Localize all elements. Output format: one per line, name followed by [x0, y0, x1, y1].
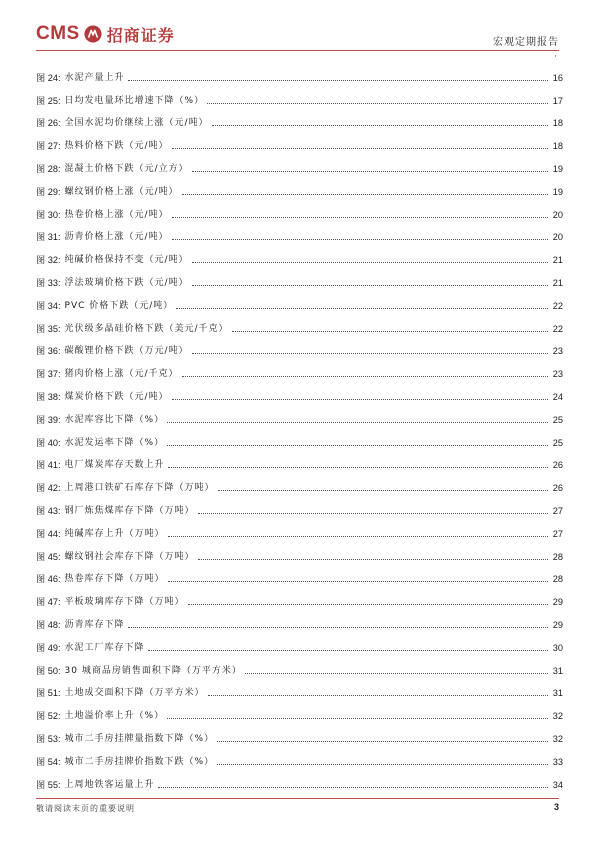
toc-figure-number: 图 49:: [36, 642, 61, 653]
toc-figure-title: 热卷价格上涨（元/吨）: [64, 209, 169, 220]
toc-page-number: 16: [552, 72, 563, 83]
toc-row[interactable]: [36, 608, 563, 631]
toc-page-number: 24: [552, 391, 563, 402]
toc-page-number: 32: [552, 711, 563, 722]
toc-figure-title: 纯碱库存上升（万吨）: [64, 528, 165, 539]
toc-row[interactable]: [36, 677, 563, 700]
toc-dot-leader: [245, 673, 548, 674]
toc-figure-title: 城市二手房挂牌价指数下跌（%）: [64, 756, 215, 767]
toc-page-number: 22: [552, 323, 563, 334]
toc-row[interactable]: [36, 654, 563, 677]
toc-row[interactable]: [36, 61, 563, 84]
toc-figure-number: 图 26:: [36, 118, 61, 129]
toc-figure-title: 沥青库存下降: [64, 619, 125, 630]
toc-figure-title: 浮法玻璃价格下跌（元/吨）: [64, 277, 189, 288]
toc-figure-number: 图 31:: [36, 232, 61, 243]
toc-row[interactable]: [36, 243, 563, 266]
toc-figure-title: 水泥工厂库存下降: [64, 642, 145, 653]
toc-figure-title: PVC 价格下跌（元/吨）: [64, 300, 174, 311]
toc-dot-leader: [198, 513, 548, 514]
toc-row[interactable]: [36, 107, 563, 130]
toc-row[interactable]: [36, 540, 563, 563]
toc-dot-leader: [148, 650, 548, 651]
toc-figure-title: 热卷库存下降（万吨）: [64, 574, 165, 585]
toc-figure-title: 上周地铁客运量上升: [64, 779, 155, 790]
toc-row[interactable]: [36, 152, 563, 175]
footer-disclaimer: 敬请阅读末页的重要说明: [36, 804, 135, 813]
toc-dot-leader: [158, 787, 548, 788]
toc-dot-leader: [192, 285, 548, 286]
toc-dot-leader: [176, 308, 548, 309]
toc-page-number: 29: [552, 597, 563, 608]
toc-dot-leader: [217, 741, 548, 742]
toc-dot-leader: [172, 399, 548, 400]
toc-figure-number: 图 35:: [36, 323, 61, 334]
toc-page-number: 18: [552, 118, 563, 129]
toc-figure-number: 图 40:: [36, 437, 61, 448]
toc-row[interactable]: [36, 745, 563, 768]
corner-mark: ·: [554, 52, 557, 62]
report-type-label: 宏观定期报告: [493, 37, 559, 48]
toc-dot-leader: [167, 422, 548, 423]
toc-row[interactable]: [36, 198, 563, 221]
toc-dot-leader: [168, 536, 548, 537]
toc-page-number: 26: [552, 483, 563, 494]
toc-page-number: 21: [552, 255, 563, 266]
toc-page-number: 29: [552, 619, 563, 630]
toc-figure-number: 图 28:: [36, 163, 61, 174]
toc-dot-leader: [172, 148, 548, 149]
toc-dot-leader: [182, 376, 548, 377]
toc-dot-leader: [128, 80, 548, 81]
toc-row[interactable]: [36, 289, 563, 312]
toc-page-number: 27: [552, 505, 563, 516]
toc-row[interactable]: [36, 768, 563, 791]
toc-figure-number: 图 48:: [36, 619, 61, 630]
toc-row[interactable]: [36, 84, 563, 107]
toc-page-number: 25: [552, 437, 563, 448]
toc-row[interactable]: [36, 517, 563, 540]
toc-figure-number: 图 30:: [36, 209, 61, 220]
toc-page-number: 31: [552, 665, 563, 676]
toc-dot-leader: [188, 604, 548, 605]
toc-figure-title: 土地成交面积下降（万平方米）: [64, 688, 205, 699]
toc-page-number: 21: [552, 277, 563, 288]
toc-row[interactable]: [36, 129, 563, 152]
toc-dot-leader: [208, 695, 548, 696]
toc-figure-number: 图 46:: [36, 574, 61, 585]
toc-dot-leader: [168, 467, 548, 468]
toc-figure-title: 光伏级多晶硅价格下跌（美元/千克）: [64, 323, 229, 334]
toc-figure-number: 图 24:: [36, 72, 61, 83]
toc-figure-number: 图 44:: [36, 528, 61, 539]
toc-row[interactable]: [36, 380, 563, 403]
toc-page-number: 23: [552, 369, 563, 380]
toc-page-number: 30: [552, 642, 563, 653]
page-number: 3: [553, 802, 559, 812]
toc-page-number: 26: [552, 460, 563, 471]
toc-page-number: 27: [552, 528, 563, 539]
toc-page-number: 19: [552, 163, 563, 174]
toc-figure-number: 图 27:: [36, 141, 61, 152]
toc-dot-leader: [232, 331, 548, 332]
figure-list: [36, 61, 563, 791]
toc-dot-leader: [192, 353, 548, 354]
toc-row[interactable]: [36, 449, 563, 472]
toc-page-number: 17: [552, 95, 563, 106]
toc-figure-number: 图 54:: [36, 756, 61, 767]
toc-figure-number: 图 32:: [36, 255, 61, 266]
toc-page-number: 19: [552, 186, 563, 197]
toc-figure-number: 图 25:: [36, 95, 61, 106]
toc-figure-title: 螺纹钢价格上涨（元/吨）: [64, 186, 179, 197]
toc-figure-title: 水泥库容比下降（%）: [64, 414, 165, 425]
toc-figure-number: 图 53:: [36, 733, 61, 744]
cms-emblem-icon: [84, 25, 102, 43]
toc-row[interactable]: [36, 403, 563, 426]
toc-page-number: 22: [552, 300, 563, 311]
toc-figure-number: 图 38:: [36, 391, 61, 402]
toc-figure-number: 图 29:: [36, 186, 61, 197]
toc-figure-title: 螺纹钢社会库存下降（万吨）: [64, 551, 195, 562]
toc-row[interactable]: [36, 426, 563, 449]
toc-figure-number: 图 37:: [36, 369, 61, 380]
toc-figure-number: 图 36:: [36, 346, 61, 357]
toc-row[interactable]: [36, 335, 563, 358]
toc-figure-title: 猪肉价格上涨（元/千克）: [64, 369, 179, 380]
toc-row[interactable]: [36, 312, 563, 335]
toc-figure-title: 平板玻璃库存下降（万吨）: [64, 597, 185, 608]
toc-dot-leader: [192, 262, 548, 263]
cms-logo: [36, 21, 175, 47]
toc-figure-number: 图 47:: [36, 597, 61, 608]
toc-figure-title: 沥青价格上涨（元/吨）: [64, 232, 169, 243]
toc-page-number: 28: [552, 574, 563, 585]
toc-page-number: 28: [552, 551, 563, 562]
toc-dot-leader: [172, 217, 548, 218]
toc-figure-title: 上周港口铁矿石库存下降（万吨）: [64, 483, 215, 494]
toc-figure-title: 全国水泥均价继续上涨（元/吨）: [64, 118, 209, 129]
toc-figure-number: 图 41:: [36, 460, 61, 471]
logo-cms-text: CMS: [36, 23, 80, 44]
toc-figure-number: 图 33:: [36, 277, 61, 288]
toc-row[interactable]: [36, 585, 563, 608]
toc-page-number: 33: [552, 756, 563, 767]
toc-dot-leader: [128, 627, 548, 628]
toc-figure-title: 煤炭价格下跌（元/吨）: [64, 391, 169, 402]
toc-dot-leader: [167, 445, 548, 446]
toc-figure-title: 日均发电量环比增速下降（%）: [64, 95, 205, 106]
toc-figure-title: 水泥发运率下降（%）: [64, 437, 165, 448]
toc-dot-leader: [218, 490, 548, 491]
toc-row[interactable]: [36, 631, 563, 654]
toc-page-number: 32: [552, 733, 563, 744]
toc-dot-leader: [172, 239, 548, 240]
toc-figure-title: 热料价格下跌（元/吨）: [64, 141, 169, 152]
toc-row[interactable]: [36, 221, 563, 244]
toc-figure-title: 30 城商品房销售面积下降（万平方米）: [64, 665, 242, 676]
toc-figure-number: 图 52:: [36, 711, 61, 722]
toc-figure-title: 纯碱价格保持不变（元/吨）: [64, 255, 189, 266]
toc-figure-number: 图 43:: [36, 505, 61, 516]
toc-dot-leader: [212, 125, 548, 126]
toc-figure-title: 城市二手房挂牌量指数下降（%）: [64, 733, 215, 744]
toc-figure-title: 碳酸锂价格下跌（万元/吨）: [64, 346, 189, 357]
toc-figure-title: 混凝土价格下跌（元/立方）: [64, 163, 189, 174]
footer-divider: [36, 798, 559, 799]
page-header: [0, 0, 595, 62]
toc-row[interactable]: [36, 175, 563, 198]
toc-page-number: 31: [552, 688, 563, 699]
toc-row[interactable]: [36, 494, 563, 517]
toc-figure-number: 图 34:: [36, 300, 61, 311]
toc-page-number: 20: [552, 209, 563, 220]
toc-row[interactable]: [36, 266, 563, 289]
toc-page-number: 18: [552, 141, 563, 152]
toc-row[interactable]: [36, 357, 563, 380]
toc-page-number: 34: [552, 779, 563, 790]
header-divider: [36, 50, 559, 51]
toc-row[interactable]: [36, 722, 563, 745]
toc-figure-number: 图 39:: [36, 414, 61, 425]
logo-company-name: 招商证券: [106, 25, 175, 45]
toc-figure-number: 图 51:: [36, 688, 61, 699]
toc-figure-title: 水泥产量上升: [64, 72, 125, 83]
toc-dot-leader: [217, 764, 548, 765]
toc-row[interactable]: [36, 563, 563, 586]
toc-dot-leader: [192, 171, 548, 172]
toc-figure-number: 图 42:: [36, 483, 61, 494]
toc-figure-title: 电厂煤炭库存天数上升: [64, 460, 165, 471]
toc-figure-title: 土地溢价率上升（%）: [64, 711, 165, 722]
toc-page-number: 23: [552, 346, 563, 357]
toc-dot-leader: [207, 103, 548, 104]
toc-figure-number: 图 50:: [36, 665, 61, 676]
toc-dot-leader: [182, 194, 548, 195]
toc-figure-title: 钢厂炼焦煤库存下降（万吨）: [64, 505, 195, 516]
toc-page-number: 20: [552, 232, 563, 243]
toc-dot-leader: [168, 581, 548, 582]
toc-figure-number: 图 45:: [36, 551, 61, 562]
toc-row[interactable]: [36, 699, 563, 722]
toc-row[interactable]: [36, 471, 563, 494]
toc-dot-leader: [198, 559, 548, 560]
toc-page-number: 25: [552, 414, 563, 425]
toc-dot-leader: [167, 718, 548, 719]
toc-figure-number: 图 55:: [36, 779, 61, 790]
